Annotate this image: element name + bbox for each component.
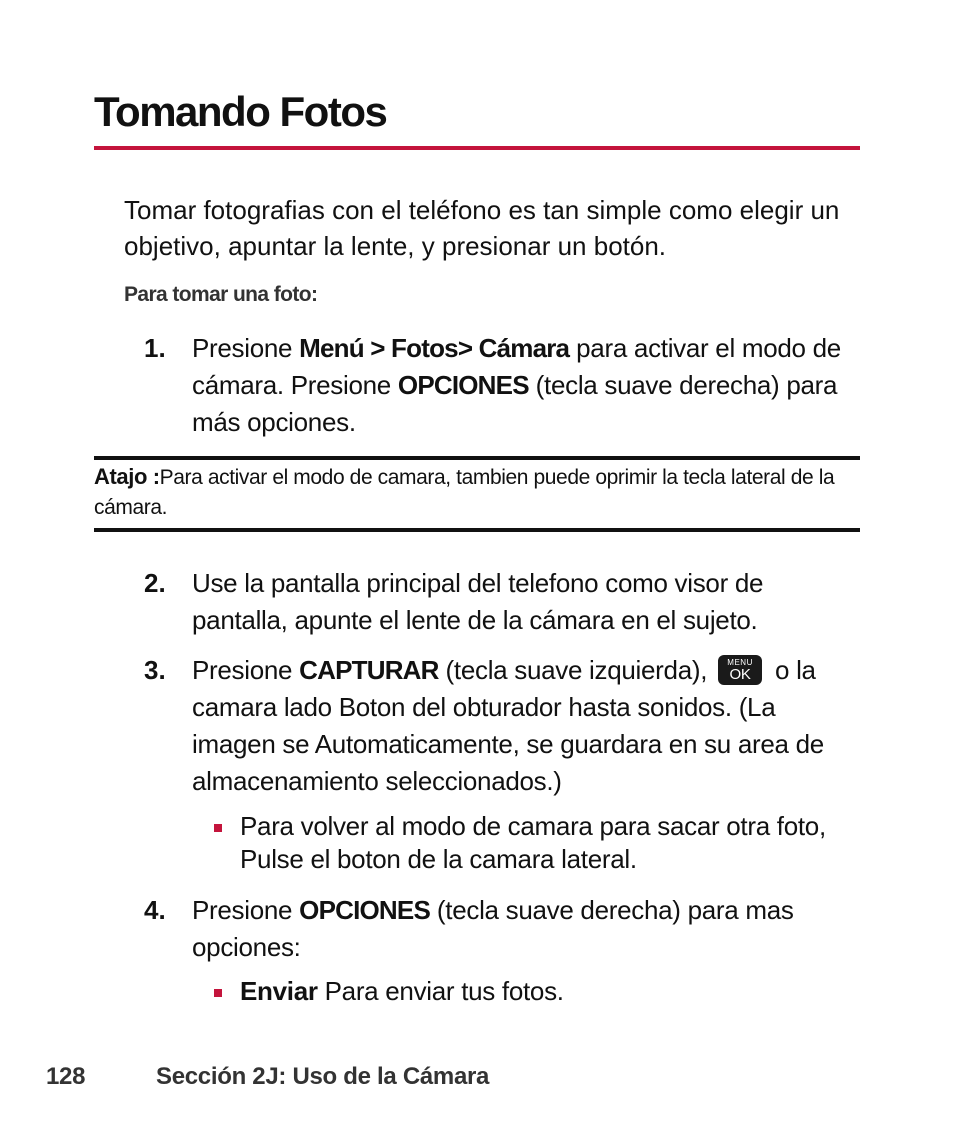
menu-path: Menú > Fotos> Cámara — [299, 333, 570, 363]
step-2 — [144, 565, 844, 639]
tip-top-rule — [94, 456, 860, 460]
step-number: 3. — [144, 655, 166, 685]
menu-ok-key-icon: MENU OK — [718, 655, 762, 685]
bullet-square-icon — [214, 989, 222, 997]
step-number: 1. — [144, 333, 166, 363]
softkey-name: CAPTURAR — [299, 655, 439, 685]
tip-label: Atajo : — [94, 464, 160, 489]
step-number: 4. — [144, 895, 166, 925]
step-4 — [144, 892, 844, 966]
page-title: Tomando Fotos — [94, 88, 387, 135]
bullet-text: Para volver al modo de camara para sacar otra foto, Pulse el boton de la camara lateral. — [240, 811, 826, 874]
shortcut-tip — [94, 462, 854, 523]
step-text: Presione CAPTURAR (tecla suave izquierda), MENU OK o la camara lado Boton del obturador hasta sonidos. (La imagen se Automaticamente, se guardara en su area de almacenamiento seleccionados.) — [192, 655, 824, 796]
bullet-item — [214, 810, 864, 876]
bullet-text: Enviar Para enviar tus fotos. — [240, 976, 564, 1006]
step-1 — [144, 330, 844, 441]
intro-paragraph: Tomar fotografias con el teléfono es tan simple como elegir un objetivo, apuntar la lente, y presionar un botón. — [124, 195, 840, 261]
step-text: Use la pantalla principal del telefono como visor de pantalla, apunte el lente de la cámara en el sujeto. — [192, 568, 764, 635]
step-text: Presione OPCIONES (tecla suave derecha) para mas opciones: — [192, 895, 794, 962]
procedure-subheading: Para tomar una foto: — [124, 283, 318, 306]
bullet-item — [214, 975, 864, 1008]
tip-text: Para activar el modo de camara, tambien puede oprimir la tecla lateral de la cámara. — [94, 466, 835, 519]
option-name: Enviar — [240, 976, 318, 1006]
page-number: 128 — [46, 1063, 86, 1090]
page-footer — [46, 1063, 490, 1091]
step-3 — [144, 652, 844, 800]
softkey-name: OPCIONES — [397, 370, 529, 400]
step-number: 2. — [144, 568, 166, 598]
tip-bottom-rule — [94, 528, 860, 532]
step-text: Presione Menú > Fotos> Cámara para activar el modo de cámara. Presione OPCIONES (tecla suave derecha) para más opciones. — [192, 333, 841, 437]
section-title: Sección 2J: Uso de la Cámara — [156, 1063, 490, 1090]
softkey-name: OPCIONES — [299, 895, 430, 925]
bullet-square-icon — [214, 824, 222, 832]
title-divider — [94, 146, 860, 150]
